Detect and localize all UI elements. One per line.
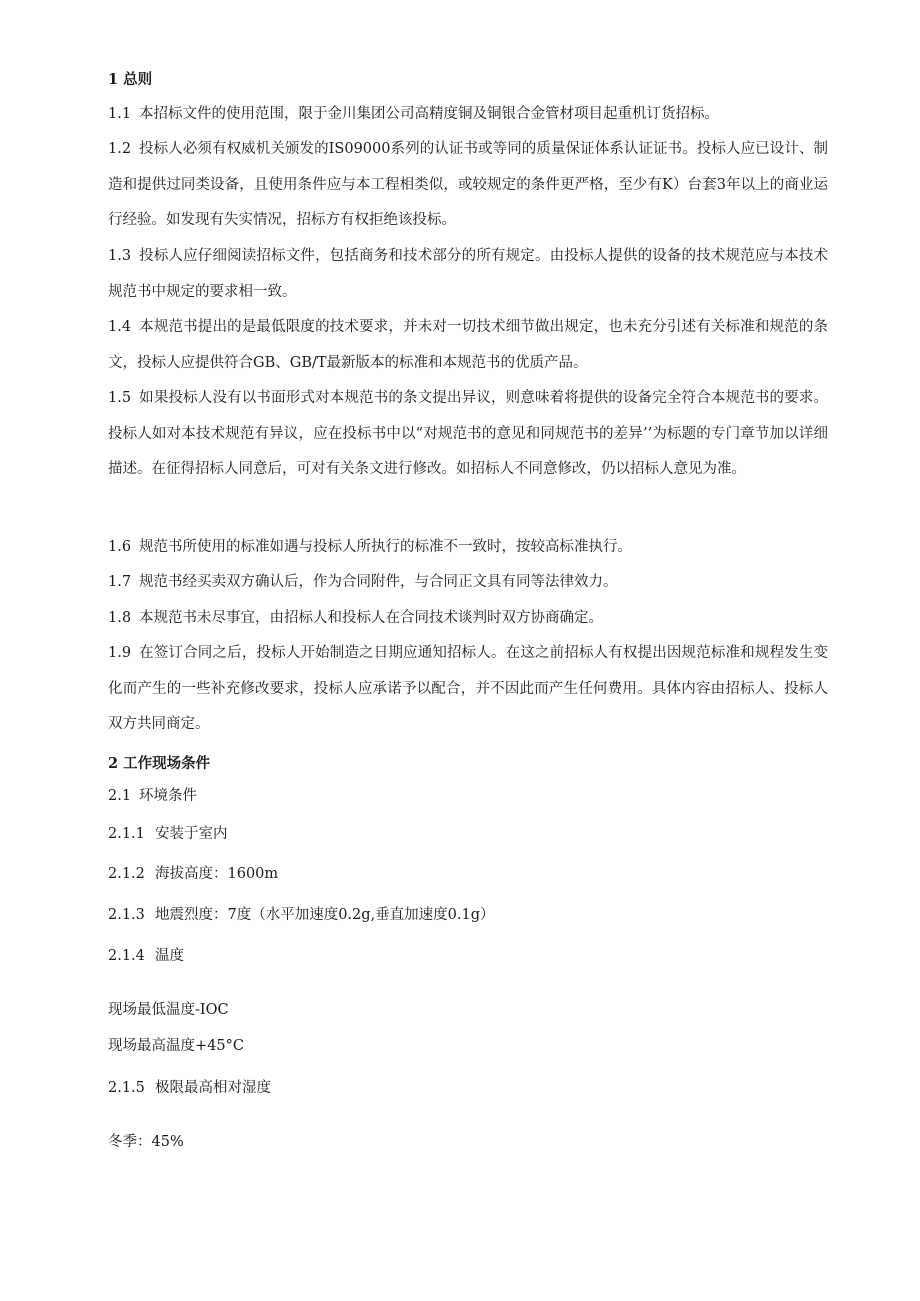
clause-text: 本规范书未尽事宜，由招标人和投标人在合同技术谈判时双方协商确定。	[139, 610, 603, 626]
clause-1-1	[108, 97, 828, 133]
item-text: 安装于室内	[155, 826, 228, 842]
clause-number: 1.7	[108, 574, 132, 590]
item-text: 极限最高相对湿度	[155, 1080, 271, 1096]
clause-text: 投标人必须有权威机关颁发的IS09000系列的认证书或等同的质量保证体系认证证书。投标人应已设计、制造和提供过同类设备，且使用条件应与本工程相类似，或较规定的条件更严格，至少有K）台套3年以上的商业运行经验。如发现有失实情况，招标方有权拒绝该投标。	[108, 141, 828, 228]
clause-number: 1.1	[108, 106, 132, 122]
item-2-1-4	[108, 944, 184, 965]
clause-text: 在签订合同之后，投标人开始制造之日期应通知招标人。在这之前招标人有权提出因规范标准和规程发生变化而产生的一些补充修改要求，投标人应承诺予以配合，并不因此而产生任何费用。具体内容由招标人、投标人双方共同商定。	[108, 645, 828, 732]
item-number: 2.1.5	[108, 1080, 145, 1096]
clause-number: 1.4	[108, 319, 132, 335]
item-number: 2.1.1	[108, 826, 145, 842]
item-2-1-3	[108, 903, 495, 924]
clause-1-2	[108, 132, 828, 239]
item-text: 环境条件	[139, 788, 197, 804]
item-2-1-1	[108, 822, 228, 843]
clause-1-5	[108, 381, 828, 488]
item-2-1-2	[108, 862, 278, 883]
clause-text: 本招标文件的使用范围，限于金川集团公司高精度铜及铜银合金管材项目起重机订货招标。	[139, 106, 719, 122]
item-2-1	[108, 784, 197, 805]
clause-number: 1.6	[108, 539, 132, 555]
item-number: 2.1.2	[108, 866, 145, 882]
item-number: 2.1.3	[108, 907, 145, 923]
clause-text: 投标人应仔细阅读招标文件，包括商务和技术部分的所有规定。由投标人提供的设备的技术规范应与本技术规范书中规定的要求相一致。	[108, 248, 828, 300]
item-text: 海拔高度：1600m	[155, 866, 279, 882]
clause-number: 1.9	[108, 645, 132, 661]
clause-text: 如果投标人没有以书面形式对本规范书的条文提出异议，则意味着将提供的设备完全符合本规范书的要求。投标人如对本技术规范有异议，应在投标书中以“对规范书的意见和同规范书的差异’’为标题的专门章节加以详细描述。在征得招标人同意后，可对有关条文进行修改。如招标人不同意修改，仍以招标人意见为准。	[108, 390, 828, 477]
clause-text: 本规范书提出的是最低限度的技术要求，并未对一切技术细节做出规定，也未充分引述有关标准和规范的条文，投标人应提供符合GB、GB/T最新版本的标准和本规范书的优质产品。	[108, 319, 828, 371]
clause-number: 1.2	[108, 141, 132, 157]
clause-1-4	[108, 310, 828, 381]
clause-1-8	[108, 601, 828, 637]
winter-humidity-line: 冬季：45%	[108, 1134, 184, 1150]
clause-1-7	[108, 565, 828, 601]
clause-text: 规范书经买卖双方确认后，作为合同附件，与合同正文具有同等法律效力。	[139, 574, 618, 590]
item-2-1-5	[108, 1076, 271, 1097]
clause-number: 1.3	[108, 248, 132, 264]
clause-text: 规范书所使用的标准如遇与投标人所执行的标准不一致时，按较高标准执行。	[139, 539, 632, 555]
item-number: 2.1	[108, 788, 132, 804]
clause-1-3	[108, 239, 828, 310]
item-text: 温度	[155, 948, 184, 964]
clause-1-9	[108, 636, 828, 743]
min-temperature-line: 现场最低温度-IOC	[108, 1002, 229, 1018]
item-number: 2.1.4	[108, 948, 145, 964]
clause-1-6	[108, 530, 828, 566]
clause-number: 1.8	[108, 610, 132, 626]
clause-number: 1.5	[108, 390, 132, 406]
section-2-heading: 2 工作现场条件	[108, 755, 211, 772]
section-1-heading: 1 总则	[108, 71, 153, 88]
max-temperature-line: 现场最高温度+45°C	[108, 1038, 244, 1054]
item-text: 地震烈度：7度（水平加速度0.2g,垂直加速度0.1g）	[155, 907, 495, 923]
